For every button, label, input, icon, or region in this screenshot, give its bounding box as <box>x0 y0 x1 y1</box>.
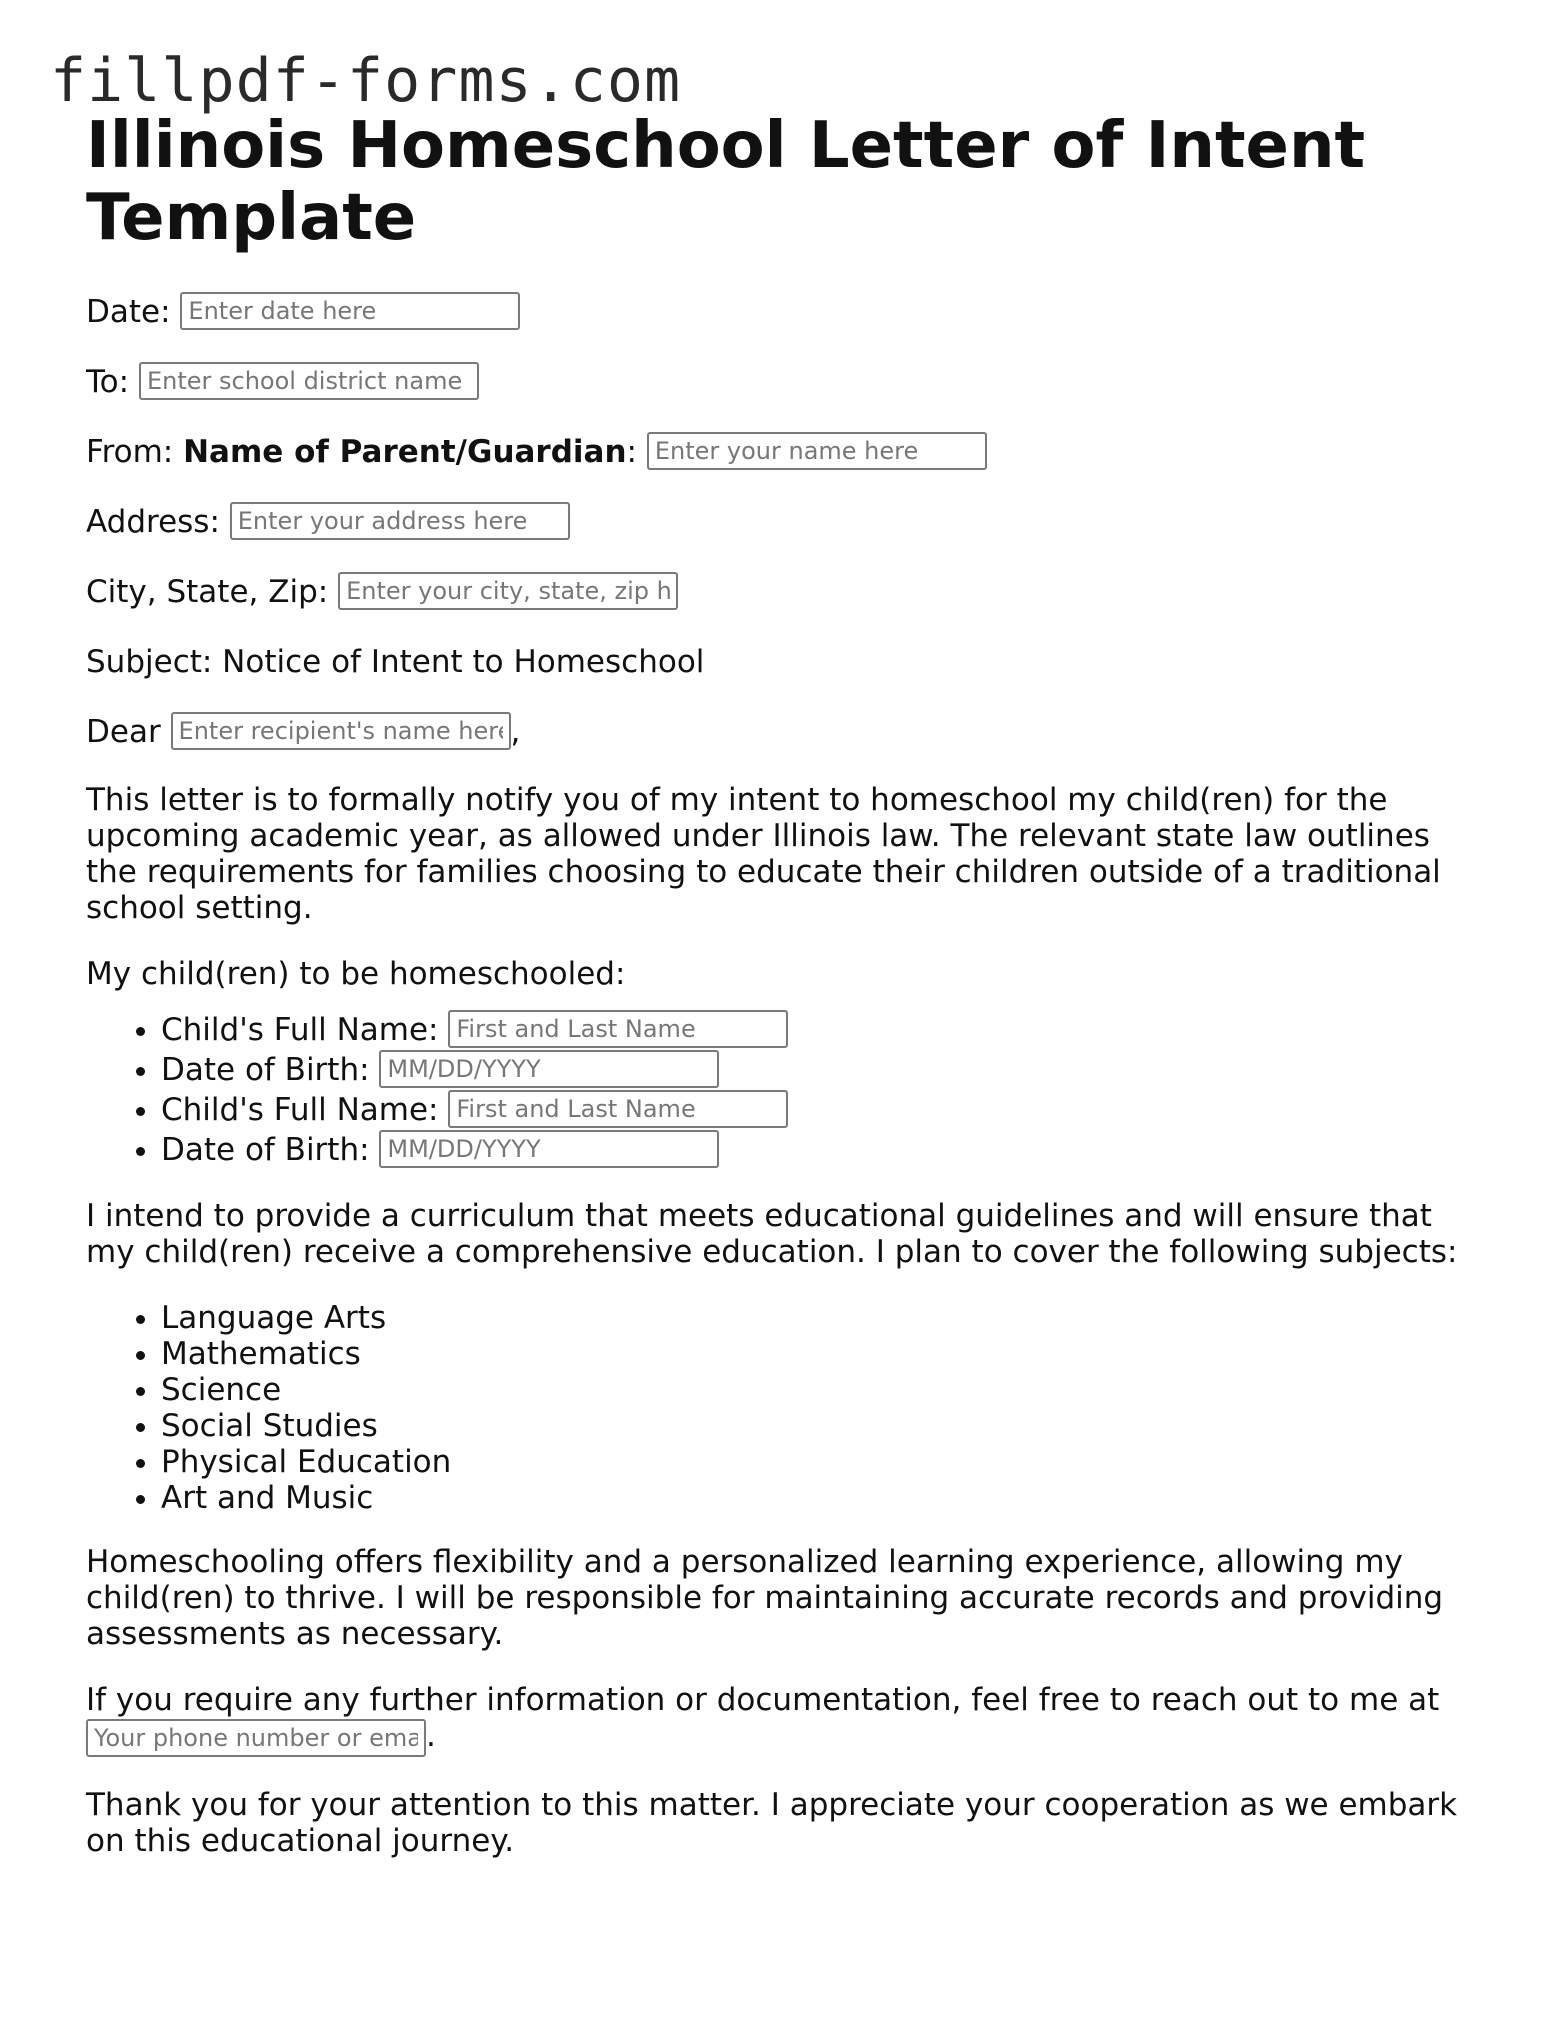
child-dob-label: Date of Birth: <box>161 1052 370 1088</box>
from-row <box>86 432 1486 472</box>
list-item: • Mathematics <box>161 1336 1486 1372</box>
list-item: • Science <box>161 1372 1486 1408</box>
contact-input[interactable] <box>86 1719 426 1757</box>
child-2-name-input[interactable] <box>448 1090 788 1128</box>
date-row <box>86 292 1486 332</box>
greeting-row <box>86 712 1486 752</box>
school-district-input[interactable] <box>139 362 479 400</box>
flexibility-paragraph: Homeschooling offers flexibility and a personalized learning experience, allowing my child(ren) to thrive. I will be responsible for maintaining accurate records and providing assessments as necessary. <box>86 1544 1444 1652</box>
watermark: fillpdf-forms.com <box>50 46 682 116</box>
child-2-dob-input[interactable] <box>379 1130 719 1168</box>
list-item: • Social Studies <box>161 1408 1486 1444</box>
curriculum-paragraph: I intend to provide a curriculum that meets educational guidelines and will ensure that my child(ren) receive a comprehensive education. I plan to cover the following subjects: <box>86 1198 1458 1270</box>
contact-period: . <box>426 1718 436 1754</box>
children-list <box>86 1010 1486 1170</box>
date-input[interactable] <box>180 292 520 330</box>
parent-guardian-label: Name of Parent/Guardian <box>183 434 627 470</box>
child-name-label: Child's Full Name: <box>161 1012 439 1048</box>
recipient-name-input[interactable] <box>171 712 511 750</box>
list-item: • Art and Music <box>161 1480 1486 1516</box>
child-1-name-input[interactable] <box>448 1010 788 1048</box>
list-item <box>161 1010 1486 1050</box>
subjects-list <box>86 1300 1486 1516</box>
letter-page <box>86 110 1486 1889</box>
page-title: Illinois Homeschool Letter of Intent Template <box>86 109 1366 255</box>
to-label: To: <box>86 364 130 400</box>
parent-name-input[interactable] <box>647 432 987 470</box>
list-item <box>161 1130 1486 1170</box>
list-item <box>161 1050 1486 1090</box>
to-row <box>86 362 1486 402</box>
contact-paragraph <box>86 1682 1486 1757</box>
child-1-dob-input[interactable] <box>379 1050 719 1088</box>
closing-paragraph: Thank you for your attention to this matter. I appreciate your cooperation as we embark on this educational journey. <box>86 1786 1458 1859</box>
intro-paragraph: This letter is to formally notify you of my intent to homeschool my child(ren) for the upcoming academic year, as allowed under Illinois law. The relevant state law outlines the requirements for families choosing to educate their children outside of a traditional school setting. <box>86 782 1441 926</box>
from-colon: : <box>626 434 637 470</box>
city-row <box>86 572 1486 612</box>
greeting-comma: , <box>510 714 521 750</box>
list-item <box>161 1090 1486 1130</box>
list-item: • Physical Education <box>161 1444 1486 1480</box>
date-label: Date: <box>86 294 171 330</box>
greeting-label: Dear <box>86 714 161 750</box>
child-dob-label: Date of Birth: <box>161 1132 370 1168</box>
address-row <box>86 502 1486 542</box>
contact-text: If you require any further information or documentation, feel free to reach out to me at <box>86 1682 1440 1718</box>
city-label: City, State, Zip: <box>86 574 329 610</box>
child-name-label: Child's Full Name: <box>161 1092 439 1128</box>
subject-line: Subject: Notice of Intent to Homeschool <box>86 644 705 680</box>
list-item: • Language Arts <box>161 1300 1486 1336</box>
address-label: Address: <box>86 504 220 540</box>
city-state-zip-input[interactable] <box>338 572 678 610</box>
children-heading: My child(ren) to be homeschooled: <box>86 956 626 992</box>
from-label: From: <box>86 434 174 470</box>
address-input[interactable] <box>230 502 570 540</box>
